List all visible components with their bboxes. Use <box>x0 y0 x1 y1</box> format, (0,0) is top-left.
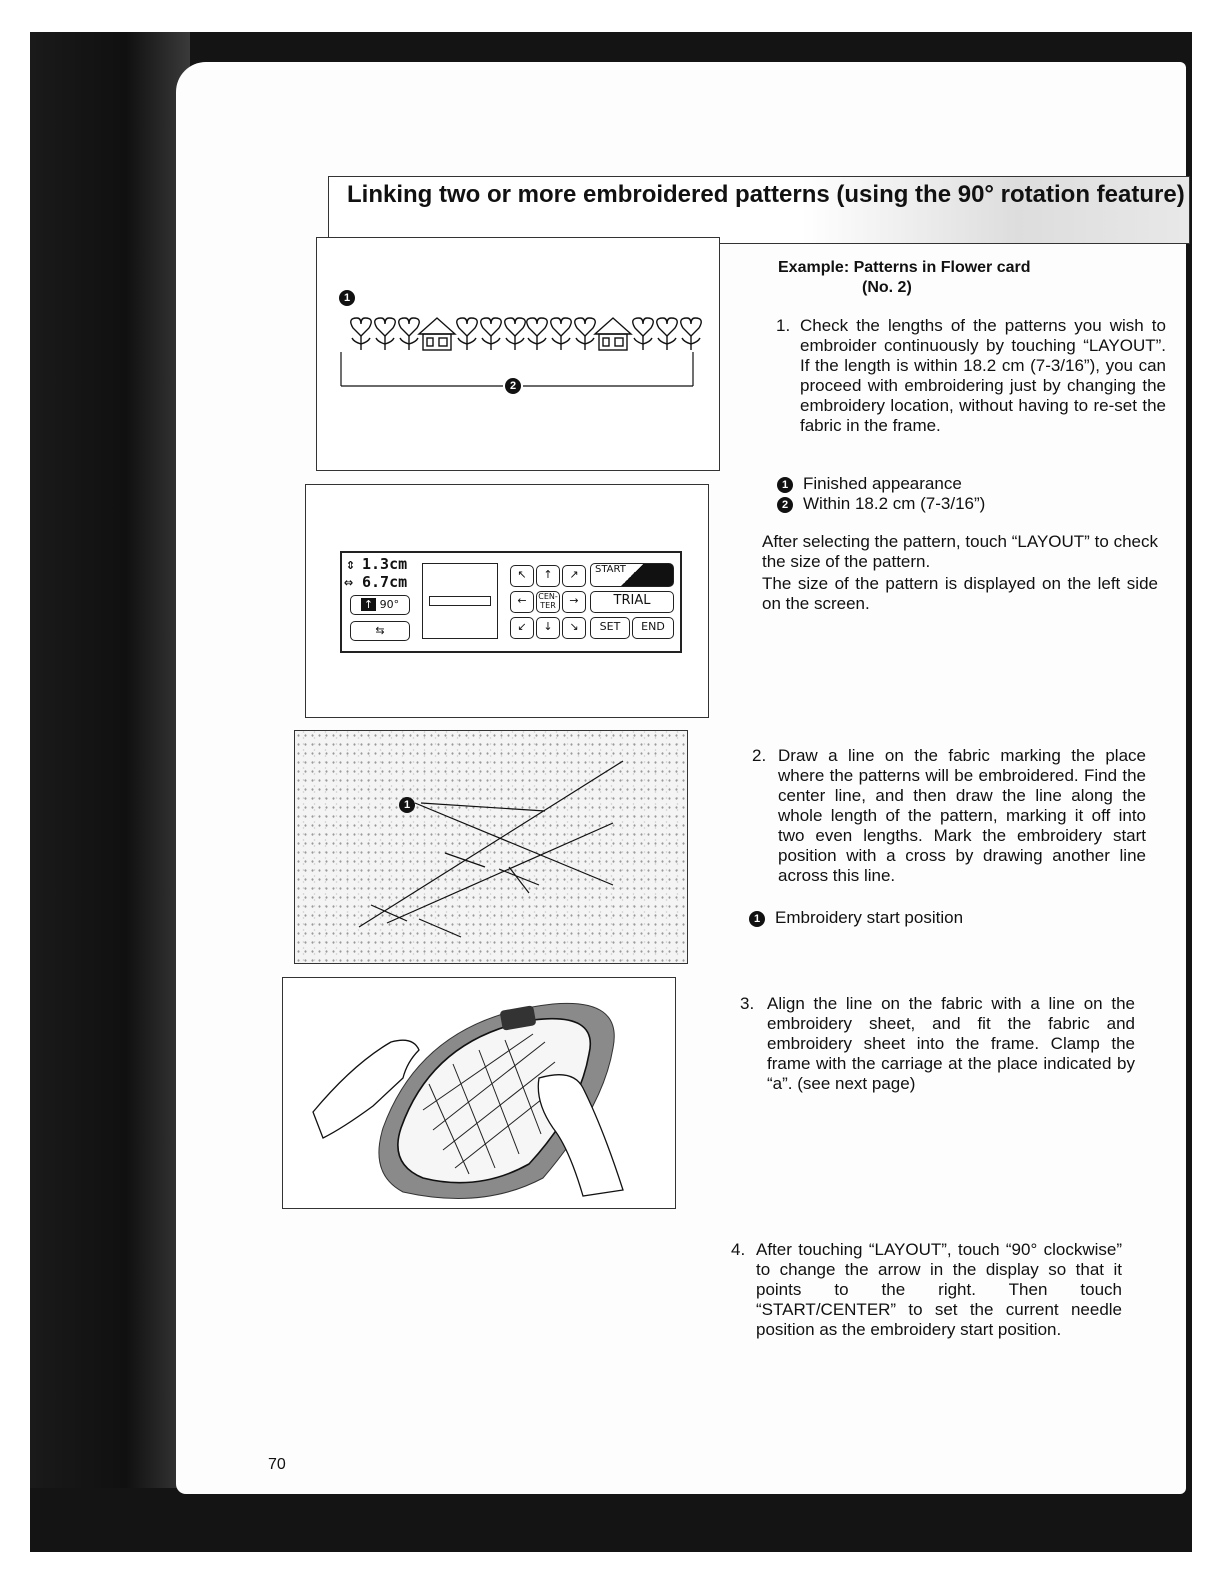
house-icon <box>419 318 455 350</box>
pattern-preview <box>429 596 491 606</box>
callout-2: 2 <box>505 378 521 394</box>
flower-icon <box>505 318 526 350</box>
end-button[interactable]: END <box>632 617 674 639</box>
house-icon <box>595 318 631 350</box>
scan-dark-bottom <box>30 1488 1192 1552</box>
flower-icon <box>399 318 420 350</box>
fabric-line-drawing <box>295 731 687 963</box>
rotate-90-button[interactable] <box>350 595 410 615</box>
step-3-number: 3. <box>740 994 755 1013</box>
pattern-width-value: 6.7cm <box>362 573 408 591</box>
flower-icon <box>375 318 396 350</box>
pattern-group-left <box>351 318 526 350</box>
page-number: 70 <box>268 1456 286 1473</box>
set-button[interactable]: SET <box>590 617 630 639</box>
flower-icon <box>681 318 702 350</box>
scan-dark-left <box>30 32 190 1552</box>
flower-pattern-row <box>317 238 719 470</box>
legend-text: Embroidery start position <box>775 908 964 927</box>
move-down-button[interactable]: ↓ <box>536 617 560 639</box>
legend-marker: 1 <box>777 477 793 493</box>
step-2-number: 2. <box>752 746 767 765</box>
flower-icon <box>657 318 678 350</box>
move-up-button[interactable]: ↑ <box>536 565 560 587</box>
section-title-bar <box>328 176 1190 244</box>
step-1-number: 1. <box>776 316 791 335</box>
flower-icon <box>527 318 548 350</box>
legend-embroidery-start <box>749 908 963 928</box>
move-up-right-button[interactable]: ↗ <box>562 565 586 587</box>
legend-finished-appearance <box>777 474 962 494</box>
flower-icon <box>481 318 502 350</box>
step-4-text: After touching “LAYOUT”, touch “90° clockwise” to change the arrow in the display so that it points to the right. Then touch “START/CENTER” to set the current needle position as the embroidery start position. <box>756 1240 1122 1339</box>
section-title: Linking two or more embroidered patterns (using the 90° rotation feature) <box>347 181 1185 208</box>
flower-icon <box>551 318 572 350</box>
move-right-button[interactable]: → <box>562 591 586 613</box>
move-down-right-button[interactable]: ↘ <box>562 617 586 639</box>
figure-finished-appearance <box>316 237 720 471</box>
mirror-button[interactable]: ⇆ <box>350 621 410 641</box>
size-display-text: The size of the pattern is displayed on the left side on the screen. <box>762 574 1158 613</box>
trial-button[interactable]: TRIAL <box>590 591 674 613</box>
flower-icon <box>351 318 372 350</box>
flower-icon <box>457 318 478 350</box>
pattern-group-right <box>527 318 702 350</box>
width-arrow-icon: ⇔ <box>344 573 354 591</box>
legend-marker: 2 <box>777 497 793 513</box>
step-1-text: Check the lengths of the patterns you wish to embroider continuously by touching “LAYOUT”. If the length is within 18.2 cm (7-3/16”), you can proceed with embroidering just by changing the embroidery location, without having to re-set the fabric in the frame. <box>800 316 1166 435</box>
legend-within-length <box>777 494 985 514</box>
center-button[interactable]: CEN-TER <box>536 591 560 613</box>
lcd-screen <box>340 551 682 653</box>
step-4-number: 4. <box>731 1240 746 1259</box>
step-2-text: Draw a line on the fabric marking the place where the patterns will be embroidered. Find the center line, and then draw the line along the whole length of the pattern, marking it off into two even lengths. Mark the embroidery start position with a cross by drawing another line across this line. <box>778 746 1146 885</box>
legend-text: Within 18.2 cm (7-3/16”) <box>803 494 986 513</box>
start-center-button[interactable] <box>590 563 674 587</box>
legend-marker: 1 <box>749 911 765 927</box>
move-down-left-button[interactable]: ↙ <box>510 617 534 639</box>
after-selecting-text: After selecting the pattern, touch “LAYOUT” to check the size of the pattern. <box>762 532 1158 571</box>
frame-and-hands-drawing <box>283 978 675 1208</box>
callout-1: 1 <box>339 290 355 306</box>
move-left-button[interactable]: ← <box>510 591 534 613</box>
step-3-text: Align the line on the fabric with a line on the embroidery sheet, and fit the fabric and embroidery sheet into the frame. Clamp the frame with the carriage at the place indicated by “a”. (see next page) <box>767 994 1135 1093</box>
figure-fabric-marking <box>294 730 688 964</box>
flower-icon <box>633 318 654 350</box>
move-up-left-button[interactable]: ↖ <box>510 565 534 587</box>
figure-frame-fitting <box>282 977 676 1209</box>
legend-text: Finished appearance <box>803 474 962 493</box>
rotate-90-label: 90° <box>379 598 400 611</box>
flower-icon <box>575 318 596 350</box>
example-label: Example: Patterns in Flower card <box>778 259 1031 276</box>
pattern-height-value: 1.3cm <box>362 555 408 573</box>
callout-1: 1 <box>399 797 415 813</box>
pattern-preview-area <box>422 563 498 639</box>
example-number: (No. 2) <box>862 279 912 296</box>
height-arrow-icon: ⇕ <box>346 555 356 573</box>
arrow-up-icon: ↑ <box>361 598 376 611</box>
start-label: START <box>595 564 626 575</box>
